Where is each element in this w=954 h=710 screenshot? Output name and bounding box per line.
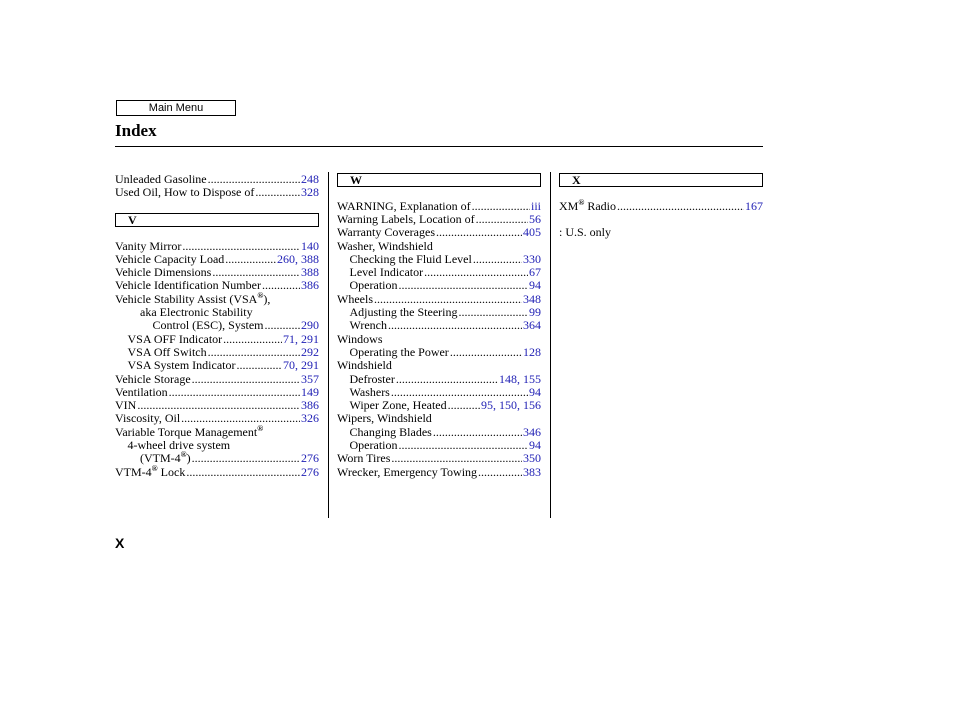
- page-reference-link[interactable]: 350: [523, 451, 541, 466]
- entry-term: Warranty Coverages: [337, 225, 435, 240]
- registered-mark: ®: [180, 450, 187, 460]
- page-reference-link[interactable]: 94: [529, 384, 541, 399]
- index-entry: [337, 278, 541, 292]
- entry-term-suffix: Radio: [584, 198, 616, 213]
- entry-text: [153, 318, 264, 332]
- entry-term: Operating the Power: [349, 344, 449, 359]
- dot-leader: [398, 278, 528, 292]
- entry-term: 4-wheel drive system: [127, 438, 231, 452]
- index-entry: [337, 385, 541, 399]
- entry-term: Vehicle Capacity Load: [115, 251, 225, 266]
- page-reference-link[interactable]: 260, 388: [277, 251, 319, 266]
- entry-text: [140, 451, 191, 465]
- entry-term: VSA System Indicator: [127, 358, 236, 373]
- entry-term: Washer, Windshield: [337, 238, 433, 253]
- index-entry: [337, 438, 541, 452]
- index-entry: [115, 265, 319, 279]
- entry-text: [337, 199, 471, 213]
- entry-term: Wrecker, Emergency Towing: [337, 464, 478, 479]
- index-entry: [115, 465, 319, 479]
- entry-text: [115, 425, 263, 439]
- page-reference-link[interactable]: 326: [301, 411, 319, 426]
- index-entry: [337, 465, 541, 479]
- page-reference-link[interactable]: 330: [523, 251, 541, 266]
- entry-term-suffix: ),: [263, 291, 271, 306]
- entry-term: Level Indicator: [349, 265, 424, 280]
- page-reference-link[interactable]: 276: [301, 464, 319, 479]
- registered-mark: ®: [578, 197, 585, 207]
- entry-text: [337, 465, 477, 479]
- entry-text: [115, 372, 191, 386]
- page-reference-link[interactable]: 128: [523, 344, 541, 359]
- dot-leader: [617, 199, 744, 213]
- entry-term: Vehicle Storage: [115, 371, 191, 386]
- dot-leader: [265, 318, 300, 332]
- page-title: Index: [115, 121, 157, 140]
- index-entry: [115, 372, 319, 386]
- page-reference-link[interactable]: 167: [745, 198, 763, 213]
- dot-leader: [450, 345, 522, 359]
- dot-leader: [208, 172, 300, 186]
- entry-text: [350, 425, 432, 439]
- entry-text: [337, 451, 390, 465]
- registered-mark: ®: [257, 290, 264, 300]
- entry-text: [350, 385, 390, 399]
- entry-text: [115, 265, 211, 279]
- dot-leader: [391, 451, 522, 465]
- index-entry: [115, 239, 319, 253]
- index-entry: [337, 199, 541, 213]
- dot-leader: [398, 438, 528, 452]
- dot-leader: [208, 345, 300, 359]
- index-entry: [337, 225, 541, 239]
- index-entry: [115, 385, 319, 399]
- dot-leader: [424, 265, 528, 279]
- index-entry: [115, 398, 319, 412]
- entry-text: [350, 265, 424, 279]
- entry-text: [350, 278, 398, 292]
- entry-term: VTM-4: [115, 464, 152, 479]
- index-entry: [115, 252, 319, 266]
- entry-term: Wrench: [349, 318, 387, 333]
- dot-leader: [478, 465, 522, 479]
- entry-term-suffix: ): [186, 451, 191, 466]
- dot-leader: [473, 252, 522, 266]
- index-label: [337, 411, 541, 425]
- entry-term: Worn Tires: [337, 451, 391, 466]
- entry-text: [350, 345, 449, 359]
- index-entry: [115, 332, 319, 346]
- entry-term: Warning Labels, Location of: [337, 211, 475, 226]
- entry-term: Operation: [349, 278, 398, 293]
- entry-term: Used Oil, How to Dispose of: [115, 185, 255, 200]
- entry-text: [115, 398, 136, 412]
- index-label: [337, 358, 541, 372]
- index-entry: [337, 345, 541, 359]
- dot-leader: [436, 225, 522, 239]
- page-reference-link[interactable]: 71, 291: [283, 331, 319, 346]
- entry-term: Washers: [349, 384, 390, 399]
- entry-term: VIN: [115, 398, 137, 413]
- entry-text: [337, 411, 432, 425]
- dot-leader: [182, 239, 300, 253]
- main-menu-button[interactable]: Main Menu: [116, 100, 236, 116]
- entry-text: [350, 398, 447, 412]
- dot-leader: [237, 358, 283, 372]
- dot-leader: [137, 398, 300, 412]
- entry-term: VSA Off Switch: [127, 344, 207, 359]
- page-reference-link[interactable]: 276: [301, 451, 319, 466]
- index-entry: [115, 318, 319, 332]
- page-reference-link[interactable]: 95, 150, 156: [481, 398, 541, 413]
- entry-term: Control (ESC), System: [152, 318, 264, 333]
- page-reference-link[interactable]: 405: [523, 225, 541, 240]
- section-header: W: [337, 173, 541, 187]
- page-reference-link[interactable]: 148, 155: [499, 371, 541, 386]
- entry-term: (VTM-4: [140, 451, 181, 466]
- dot-leader: [262, 278, 300, 292]
- entry-term: Changing Blades: [349, 424, 432, 439]
- dot-leader: [186, 465, 300, 479]
- dot-leader: [169, 385, 300, 399]
- entry-text: [559, 225, 611, 239]
- dot-leader: [192, 451, 300, 465]
- entry-term: Adjusting the Steering: [349, 305, 458, 319]
- index-entry: [337, 305, 541, 319]
- entry-text: [350, 372, 395, 386]
- entry-text: [115, 185, 254, 199]
- dot-leader: [374, 292, 522, 306]
- dot-leader: [391, 385, 528, 399]
- page-reference-link[interactable]: 348: [523, 291, 541, 306]
- entry-term: : U.S. only: [559, 225, 612, 240]
- entry-term: Wiper Zone, Heated: [349, 398, 447, 413]
- entry-term: Operation: [349, 438, 398, 452]
- entry-text: [115, 239, 181, 253]
- page-reference-link[interactable]: 388: [301, 265, 319, 280]
- dot-leader: [181, 411, 300, 425]
- index-entry: [337, 451, 541, 465]
- index-entry: [337, 265, 541, 279]
- dot-leader: [433, 425, 522, 439]
- dot-leader: [396, 372, 498, 386]
- dot-leader: [459, 305, 529, 319]
- index-entry: [559, 199, 763, 213]
- entry-term: Vehicle Identification Number: [115, 278, 261, 293]
- index-label: [337, 332, 541, 346]
- entry-text: [337, 358, 392, 372]
- column-divider-1: [328, 172, 329, 518]
- entry-text: [337, 292, 373, 306]
- index-label: [337, 239, 541, 253]
- page-reference-link[interactable]: 140: [301, 238, 319, 253]
- entry-term: XM: [559, 198, 579, 213]
- page-reference-link[interactable]: 386: [301, 398, 319, 413]
- index-entry: [115, 358, 319, 372]
- registered-mark: ®: [151, 463, 158, 473]
- index-label: [115, 438, 319, 452]
- entry-text: [115, 278, 261, 292]
- page-reference-link[interactable]: 99: [529, 305, 541, 319]
- entry-term: Variable Torque Management: [115, 424, 258, 439]
- page-reference-link[interactable]: 383: [523, 464, 541, 479]
- entry-text: [337, 212, 475, 226]
- index-label: [115, 425, 319, 439]
- page-reference-link[interactable]: 149: [301, 384, 319, 399]
- page-reference-link[interactable]: 248: [301, 172, 319, 186]
- registered-mark: ®: [257, 423, 264, 433]
- dot-leader: [388, 318, 522, 332]
- index-entry: [115, 451, 319, 465]
- index-entry: [337, 398, 541, 412]
- entry-term: Unleaded Gasoline: [115, 172, 207, 186]
- dot-leader: [476, 212, 528, 226]
- page-reference-link[interactable]: 386: [301, 278, 319, 293]
- title-divider: [115, 146, 763, 147]
- entry-text: [350, 252, 472, 266]
- entry-text: [140, 305, 253, 319]
- entry-text: [337, 239, 433, 253]
- section-header: V: [115, 213, 319, 227]
- entry-term: Vehicle Stability Assist (VSA: [115, 291, 258, 306]
- entry-text: [115, 172, 207, 186]
- entry-term-suffix: Lock: [157, 464, 186, 479]
- index-label: [559, 225, 763, 239]
- section-header: X: [559, 173, 763, 187]
- entry-term: Ventilation: [115, 384, 168, 399]
- index-entry: [337, 425, 541, 439]
- entry-term: aka Electronic Stability: [140, 305, 253, 319]
- page-reference-link[interactable]: 94: [529, 278, 541, 293]
- page-reference-link[interactable]: 67: [529, 265, 541, 280]
- dot-leader: [192, 372, 300, 386]
- index-entry: [115, 278, 319, 292]
- index-entry: [337, 292, 541, 306]
- entry-text: [350, 318, 388, 332]
- page-reference-link[interactable]: 94: [529, 438, 541, 452]
- dot-leader: [472, 199, 530, 213]
- page-reference-link[interactable]: 364: [523, 318, 541, 333]
- entry-text: [337, 225, 435, 239]
- entry-term: Viscosity, Oil: [115, 411, 181, 426]
- entry-text: [128, 438, 231, 452]
- index-entry: [337, 318, 541, 332]
- index-entry: [337, 252, 541, 266]
- entry-text: [128, 345, 207, 359]
- entry-text: [350, 438, 398, 452]
- entry-text: [115, 385, 168, 399]
- entry-text: [115, 465, 185, 479]
- index-entry: [115, 411, 319, 425]
- entry-term: Checking the Fluid Level: [349, 251, 472, 266]
- index-entry: [115, 172, 319, 186]
- dot-leader: [225, 252, 276, 266]
- index-entry: [337, 372, 541, 386]
- entry-text: [337, 332, 383, 346]
- entry-term: Windows: [337, 331, 383, 346]
- entry-text: [559, 199, 616, 213]
- entry-text: [350, 305, 458, 319]
- page-reference-link[interactable]: iii: [530, 198, 541, 213]
- page-reference-link[interactable]: 346: [523, 424, 541, 439]
- dot-leader: [448, 398, 480, 412]
- index-entry: [115, 185, 319, 199]
- page-letter: X: [115, 535, 125, 551]
- entry-term: Wipers, Windshield: [337, 411, 432, 426]
- entry-text: [128, 358, 236, 372]
- page-reference-link[interactable]: 70, 291: [283, 358, 319, 373]
- page-reference-link[interactable]: 357: [301, 371, 319, 386]
- entry-term: Defroster: [349, 371, 395, 386]
- index-label: [115, 305, 319, 319]
- entry-term: Wheels: [337, 291, 373, 306]
- entry-text: [128, 332, 223, 346]
- dot-leader: [255, 185, 300, 199]
- column-divider-2: [550, 172, 551, 518]
- index-entry: [115, 345, 319, 359]
- dot-leader: [223, 332, 282, 346]
- entry-term: VSA OFF Indicator: [127, 331, 223, 346]
- entry-term: Vanity Mirror: [115, 238, 182, 253]
- index-entry: [337, 212, 541, 226]
- entry-text: [115, 252, 224, 266]
- page-reference-link[interactable]: 328: [301, 185, 319, 200]
- index-label: [115, 292, 319, 306]
- entry-term: WARNING, Explanation of: [337, 198, 471, 213]
- entry-text: [115, 292, 270, 306]
- entry-term: Vehicle Dimensions: [115, 265, 212, 280]
- entry-text: [115, 411, 180, 425]
- entry-term: Windshield: [337, 358, 392, 373]
- page-reference-link[interactable]: 56: [529, 211, 541, 226]
- dot-leader: [212, 265, 300, 279]
- page-reference-link[interactable]: 292: [301, 344, 319, 359]
- page-reference-link[interactable]: 290: [301, 318, 319, 333]
